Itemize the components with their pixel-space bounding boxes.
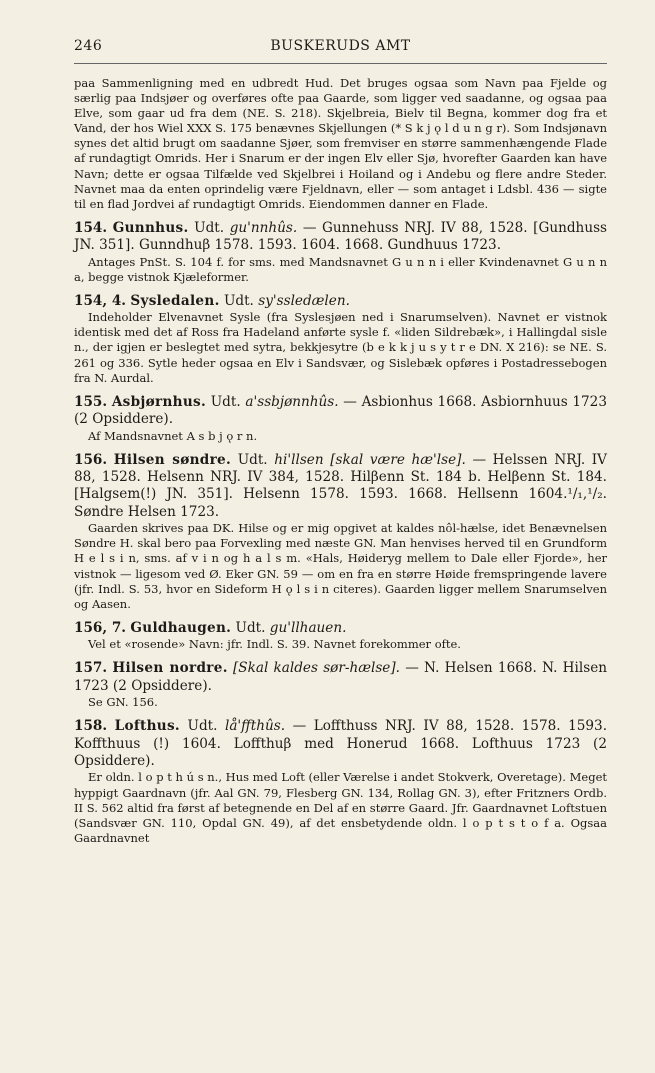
entry-note: Er oldn. l o p t h ú s n., Hus med Loft (eller Værelse i andet Stokverk, Overetage). Meget hyppigt Gaardnavn (jfr. Aal GN. 79, Flesberg GN. 134, Rollag GN. 3), efter Fritzners Ordb. II S. 562 altid fra først af betegnende en Del af en større Gaard. Jfr. Gaardnavnet Loftstuen (Sandsvær GN. 110, Opdal GN. 49), af det ensbetydende oldn. l o p t s t o f a. Ogsaa Gaardnavnet [74, 770, 607, 845]
entry-forms: — N. Helsen 1668. N. Hilsen 1723 (2 Opsiddere). [74, 660, 607, 694]
entry-pronunciation: lå'ffthûs. [224, 718, 286, 735]
entry-pronunciation: gu'llhauen. [269, 619, 347, 636]
page-header [74, 38, 607, 60]
entry-note: Gaarden skrives paa DK. Hilse og er mig opgivet at kaldes nôl-hælse, idet Benævnelsen Søndre H. skal bero paa Forvexling med næste GN. Man henvises herved til en Grundform H e l s i n, sms. af v i n og h a l s m. «Hals, Høideryg mellem to Dale eller Fjorde», her vistnok — ligesom ved Ø. Eker GN. 59 — om en fra en større Høide fremspringende lavere (jfr. Indl. S. 53, hvor en Sideform H ǫ l s i n citeres). Gaarden ligger mellem Snarumselven og Aasen. [74, 521, 607, 611]
entry-forms: — Gunnehuss NRJ. IV 88, 1528. [Gundhuss JN. 351]. Gunndhuβ 1578. 1593. 1604. 1668. Gundhuus 1723. [74, 219, 608, 254]
entry-number: 154, 4. [74, 292, 127, 309]
entry-udt: Udt. [210, 393, 241, 410]
entry-note: Antages PnSt. S. 104 f. for sms. med Mandsnavnet G u n n i eller Kvindenavnet G u n n a, begge vistnok Kjæleformer. [74, 254, 607, 284]
entry [74, 394, 607, 444]
entry-number: 156. [74, 451, 108, 468]
entry-note: Vel et «rosende» Navn: jfr. Indl. S. 39. Navnet forekommer ofte. [88, 637, 461, 652]
entry-heading [74, 452, 607, 522]
entry-pronunciation: a'ssbjønnhûs. [245, 393, 339, 410]
entry-heading [74, 394, 607, 429]
entry-forms: — Asbionhus 1668. Asbiornhuus 1723 (2 Opsiddere). [74, 393, 607, 428]
page-content [74, 76, 607, 846]
entry [74, 620, 607, 653]
entry-note: Se GN. 156. [88, 695, 158, 710]
entry-udt: Udt. [237, 451, 268, 468]
entry-udt: Udt. [223, 292, 254, 309]
entry-number: 156, 7. [74, 619, 127, 636]
entry-name: Lofthus. [114, 718, 180, 735]
entries-list [74, 220, 607, 846]
intro-paragraph: paa Sammenligning med en udbredt Hud. Det bruges ogsaa som Navn paa Fjelde og særlig paa Indsjøer og overføres ofte paa Gaarde, som ligger ved saadanne, og ogsaa paa Elve, som gaar ud fra dem (NE. S. 218). Skjelbreia, Bielv til Begna, kommer dog fra et Vand, der hos Wiel XXX S. 175 benævnes Skjellungen (* S k j ǫ l d u n g r). Som Indsjønavn synes det altid brugt om saadanne Sjøer, som fremviser en større sammenhængende Flade af rundagtigt Omrids. Her i Snarum er der ingen Elv eller Sjø, hvorefter Gaarden kan have Navn; dette er ogsaa Tilfælde ved Skjelbrei i Hoiland og i Andebu og flere andre Steder. Navnet maa da enten oprindelig være Fjeldnavn, eller — som antaget i Ldsbl. 436 — sigte til en flad Jordvei af rundagtigt Omrids. Eiendommen danner en Flade. [74, 76, 607, 211]
entry-pronunciation: gu'nnhûs. [229, 219, 298, 236]
entry-name: Gunnhus. [112, 219, 189, 236]
entry-note: Indeholder Elvenavnet Sysle (fra Syslesjøen ned i Snarumselven). Navnet er vistnok identisk med det af Ross fra Hadeland anførte sysle f. «liden Sildrebæk», i Hallingdal sisle n., der igjen er beslegtet med sytra, bekkjesytre (b e k k j u s y t r e DN. X 216): se NE. S. 261 og 336. Sytle heder ogsaa en Elv i Sandsvær, og Sislebæk opføres i Postadressebogen fra N. Aurdal. [74, 310, 607, 385]
entry [74, 718, 607, 846]
entry-heading [74, 620, 607, 637]
header-rule [74, 63, 607, 64]
entry-udt: Udt. [187, 718, 218, 735]
entry-name: Hilsen søndre. [113, 451, 232, 468]
entry-name: Sysledalen. [130, 292, 220, 309]
entry-number: 154. [74, 219, 108, 236]
entry-number: 158. [74, 718, 108, 735]
entry-number: 157. [74, 660, 108, 677]
entry-forms: — Loffthuss NRJ. IV 88, 1528. 1578. 1593. Koffthuus (!) 1604. Loffthuβ med Honerud 1668. Lofthuus 1723 (2 Opsiddere). [74, 718, 608, 770]
entry [74, 452, 607, 612]
entry-name: Hilsen nordre. [112, 660, 228, 677]
entry-pronunciation: hi'llsen [skal være hæ'lse]. [274, 451, 466, 468]
entry-pronunciation: [Skal kaldes sør-hælse]. [232, 660, 400, 677]
entry-name: Guldhaugen. [130, 619, 232, 636]
entry-heading [74, 293, 607, 310]
entry-udt: Udt. [235, 619, 266, 636]
page-number: 246 [74, 38, 103, 54]
entry [74, 293, 607, 386]
entry-heading [74, 718, 607, 770]
entry [74, 220, 607, 285]
entry-forms: — Helssen NRJ. IV 88, 1528. Helsenn NRJ. IV 384, 1528. Hilβenn St. 184 b. Helβenn St. 184. [Halgsem(!) JN. 351]. Helsenn 1578. 1593. 1668. Hellsenn 1604.¹/₁,¹/₂. Søndre Helsen 1723. [74, 451, 607, 520]
entry-heading [74, 220, 607, 255]
entry-number: 155. [74, 393, 108, 410]
entry-heading [74, 660, 607, 695]
entry [74, 660, 607, 710]
entry-note: Af Mandsnavnet A s b j ǫ r n. [88, 428, 258, 443]
entry-name: Asbjørnhus. [111, 393, 207, 410]
running-title: BUSKERUDS AMT [270, 38, 411, 54]
entry-udt: Udt. [194, 219, 225, 236]
entry-pronunciation: sy'ssledælen. [258, 292, 350, 309]
